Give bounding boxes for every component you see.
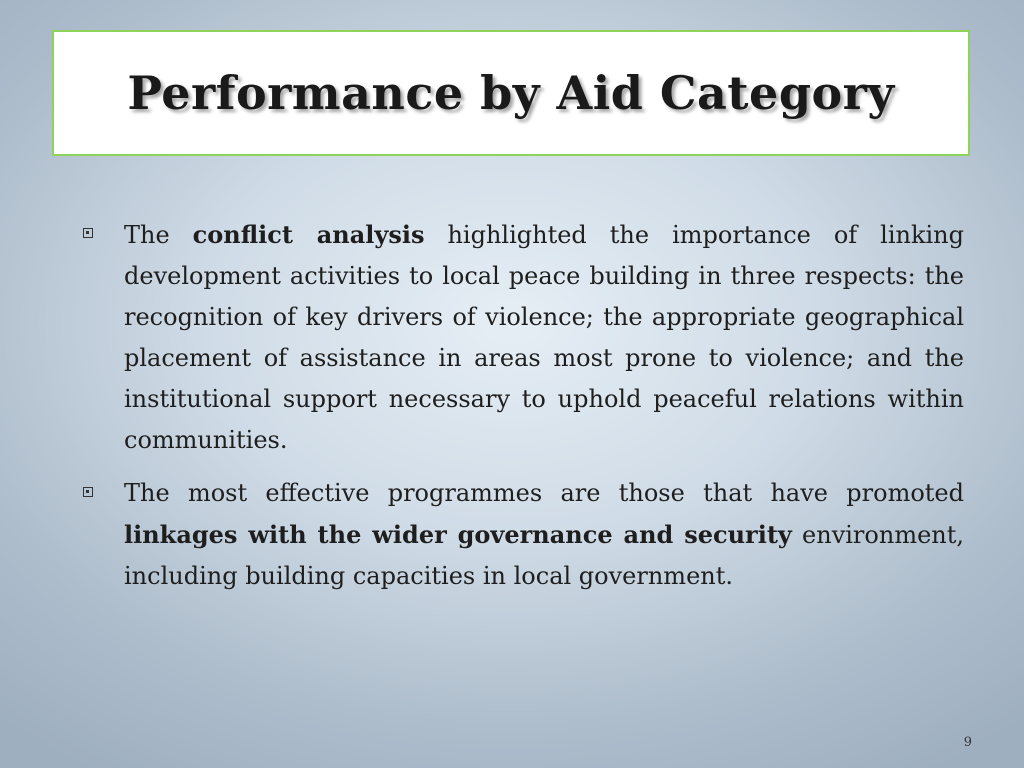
bullet-item-2 [80,473,964,597]
bullet-bold-text: linkages with the wider governance and security [124,520,792,549]
bullet-text-after: highlighted the importance of linking development activities to local peace building in three respects: the recognition of key drivers of violence; the appropriate geographical placement of assistance in areas most prone to violence; and the institutional support necessary to uphold peaceful relations within communities. [124,221,964,454]
square-bullet-icon [83,228,93,238]
bullet-text-before: The [124,221,193,249]
page-number: 9 [963,735,972,750]
square-bullet-icon [83,487,93,497]
title-box [52,30,970,156]
bullet-item-1 [80,214,964,461]
slide-content [80,214,964,609]
bullet-bold-text: conflict analysis [192,220,425,249]
bullet-text-after: environment, including building capacities in local government. [124,521,965,590]
bullet-text-before: The most effective programmes are those that have promoted [124,479,964,507]
slide-title: Performance by Aid Category [127,66,895,120]
